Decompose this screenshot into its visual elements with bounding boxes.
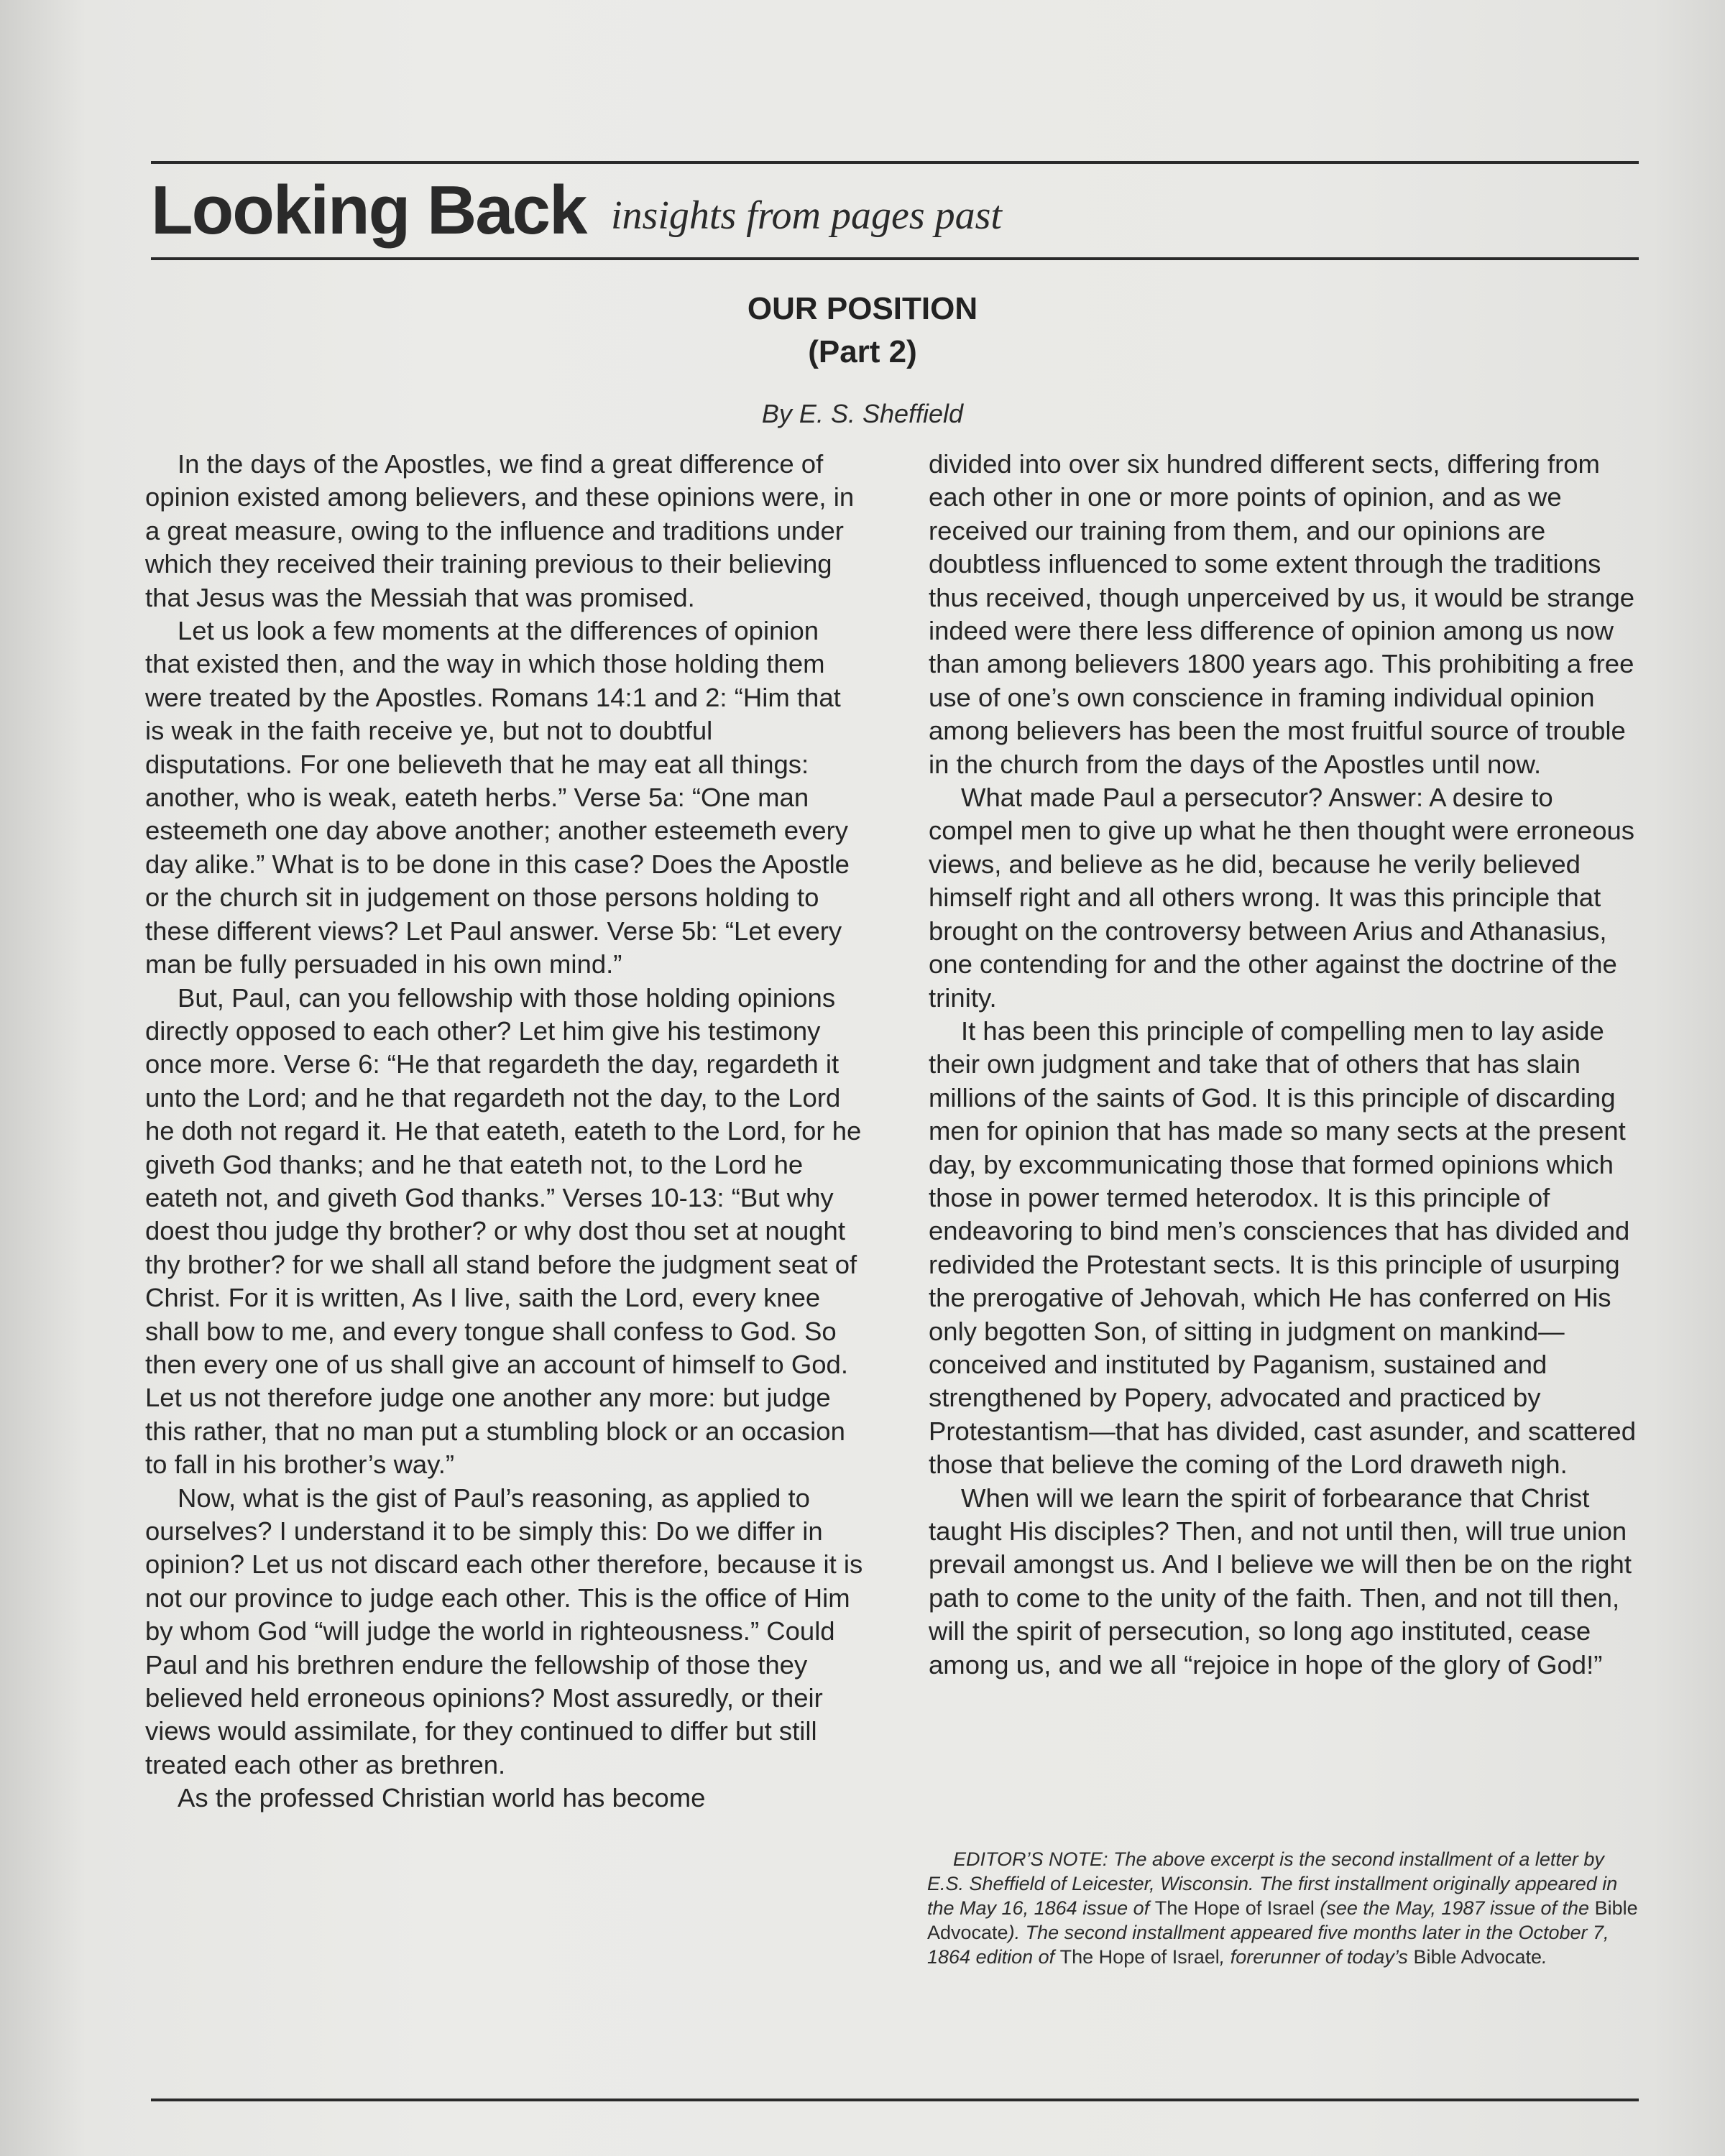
- left-column: [145, 448, 864, 1815]
- editor-note-part: (see the May, 1987 issue of the: [1314, 1897, 1595, 1919]
- footer-rule: [151, 2099, 1639, 2101]
- paragraph: But, Paul, can you fellowship with those holding opinions directly opposed to each other? Let him give his testimony once more. Verse 6: “He that regardeth the day, regardeth it unto the Lord; and he that regardeth not the day, to the Lord he doth not regard it. He that eateth, eateth to the Lord, for he giveth God thanks; and he that eateth not, to the Lord he eateth not, and giveth God thanks.” Verses 10-13: “But why doest thou judge thy brother? or why dost thou set at nought thy brother? for we shall all stand before the judgment seat of Christ. For it is written, As I live, saith the Lord, every knee shall bow to me, and every tongue shall confess to God. So then every one of us shall give an account of himself to God. Let us not therefore judge one another any more: but judge this rather, that no man put a stumbling block or an occasion to fall in his brother’s way.”: [145, 982, 862, 1480]
- right-column: [929, 448, 1640, 1682]
- editor-note-part: , forerunner of today’s: [1219, 1946, 1414, 1968]
- editor-note-part: EDITOR’S NOTE: The above excerpt is the second installment of a letter by E.S. Sheffield of Leicester, Wisconsin. The first installment originally appeared in the May 16, 1864 issue of: [927, 1848, 1618, 1919]
- paragraph: Let us look a few moments at the differences of opinion that existed then, and the way in which those holding them were treated by the Apostles. Romans 14:1 and 2: “Him that is weak in the faith receive ye, but not to doubtful disputations. For one believeth that he may eat all things: another, who is weak, eateth herbs.” Verse 5a: “One man esteemeth one day above another; another esteemeth every day alike.” What is to be done in this case? Does the Apostle or the church sit in judgement on those persons holding to these different views? Let Paul answer. Verse 5b: “Let every man be fully persuaded in his own mind.”: [145, 616, 850, 980]
- byline: By E. S. Sheffield: [761, 399, 964, 428]
- publication-name: The Hope of Israel: [1154, 1897, 1315, 1919]
- paragraph: As the professed Christian world has become: [178, 1783, 706, 1813]
- masthead-title: Looking Back: [151, 172, 586, 249]
- paragraph: It has been this principle of compelling men to lay aside their own judgment and take that of others that has slain millions of the saints of God. It is this principle of discarding men for opinion that has made so many sects at the present day, by excommunicating those that formed opinions which those in power termed heterodox. It is this principle of endeavoring to bind men’s consciences that has divided and redivided the Protestant sects. It is this principle of usurping the prerogative of Jehovah, which He has conferred on His only begotten Son, of sitting in judgment on mankind—conceived and instituted by Paganism, sustained and strengthened by Popery, advocated and practiced by Protestantism—that has divided, cast asunder, and scattered those that believe the coming of the Lord draweth nigh.: [929, 1015, 1637, 1480]
- paragraph: divided into over six hundred different sects, differing from each other in one or more points of opinion, and as we received our training from them, and our opinions are doubtless influenced to some extent through the traditions thus received, though unperceived by us, it would be strange indeed were there less difference of opinion among us now than among believers 1800 years ago. This prohibiting a free use of one’s own conscience in framing individual opinion among believers has been the most fruitful source of trouble in the church from the days of the Apostles until now.: [929, 449, 1635, 779]
- paragraph: When will we learn the spirit of forbearance that Christ taught His disciples? Then, and not until then, will true union prevail amongst us. And I believe we will then be on the right path to come to the unity of the faith. Then, and not till then, will the spirit of persecution, so long ago instituted, cease among us, and we all “rejoice in hope of the glory of God!”: [929, 1483, 1632, 1680]
- paragraph: In the days of the Apostles, we find a great difference of opinion existed among believers, and these opinions were, in a great measure, owing to the influence and traditions under which they received their training previous to their believing that Jesus was the Messiah that was promised.: [145, 449, 855, 612]
- article-title-line2: (Part 2): [808, 334, 917, 369]
- masthead: [151, 164, 1639, 256]
- editor-note-part: .: [1542, 1946, 1547, 1968]
- masthead-subtitle: insights from pages past: [611, 193, 1002, 238]
- article-title-line1: OUR POSITION: [747, 291, 978, 326]
- article-title: [0, 287, 1725, 374]
- paragraph: What made Paul a persecutor? Answer: A desire to compel men to give up what he then thought were erroneous views, and believe as he did, because he verily believed himself right and all others wrong. It was this principle that brought on the controversy between Arius and Athanasius, one contending for and the other against the doctrine of the trinity.: [929, 783, 1635, 1013]
- paragraph: Now, what is the gist of Paul’s reasoning, as applied to ourselves? I understand it to be simply this: Do we differ in opinion? Let us not discard each other therefore, because it is not our province to judge each other. This is the office of Him by whom God “will judge the world in righteousness.” Could Paul and his brethren endure the fellowship of those they believed held erroneous opinions? Most assuredly, or their views would assimilate, for they continued to differ but still treated each other as brethren.: [145, 1483, 863, 1779]
- publication-name: Bible Advocate: [1413, 1946, 1542, 1968]
- publication-name: The Hope of Israel: [1059, 1946, 1220, 1968]
- masthead-bottom-rule: [151, 257, 1639, 260]
- editor-note-text: [927, 1847, 1639, 1969]
- publication-name: Bible Advocate: [927, 1897, 1638, 1943]
- editor-note-part: ). The second installment appeared five months later in the October 7, 1864 edition of: [927, 1922, 1609, 1968]
- editor-note: [927, 1847, 1639, 1969]
